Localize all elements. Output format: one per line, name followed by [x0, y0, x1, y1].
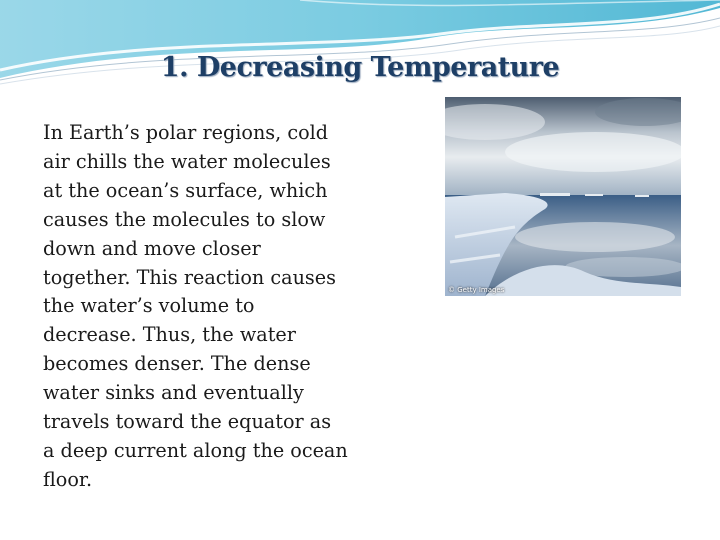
polar-ocean-photo [445, 97, 681, 296]
body-paragraph: In Earth’s polar regions, cold air chills the water molecules at the ocean’s surface, which causes the molecules to slow down and move closer together. This reaction causes the water’s volume to decrease. Thus, the water becomes denser. The dense water sinks and eventually travels toward the equator as a deep current along the ocean floor. [43, 121, 348, 491]
photo-credit: © Getty Images [448, 286, 505, 294]
slide-title: 1. Decreasing Temperature [160, 52, 560, 83]
